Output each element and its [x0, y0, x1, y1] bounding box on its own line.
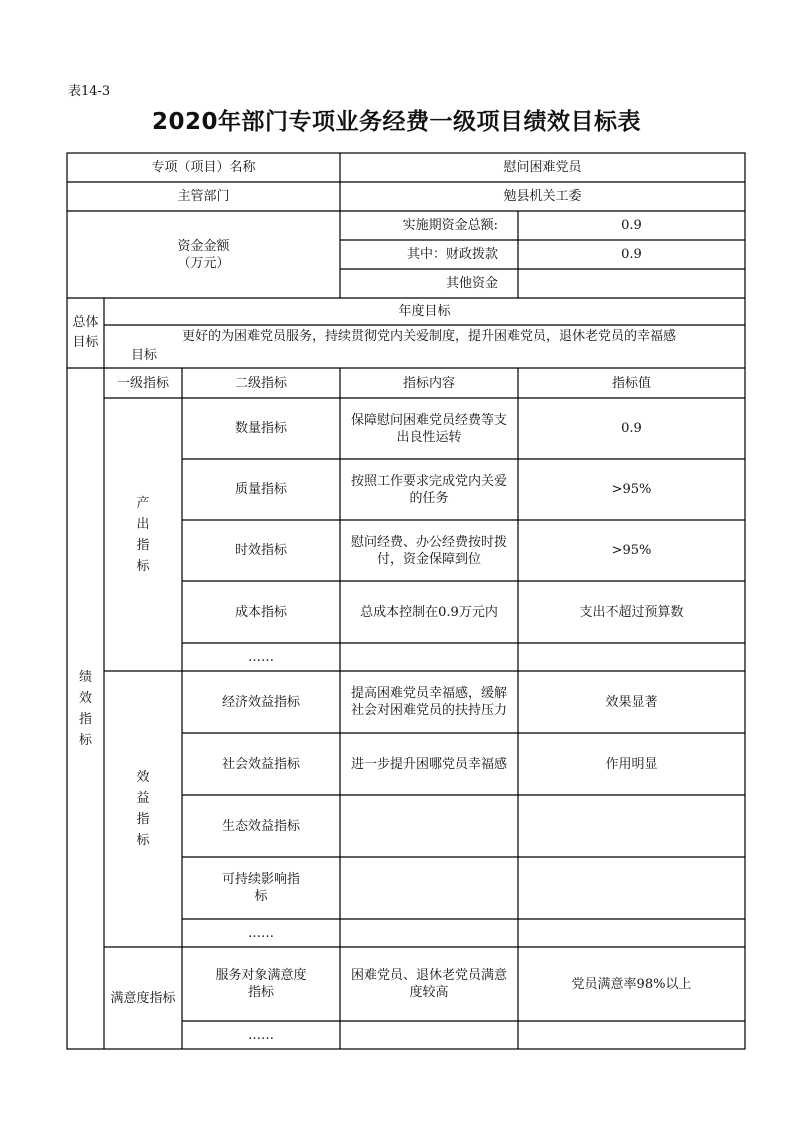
row-level2: 社会效益指标: [221, 756, 300, 772]
row-level2: ……: [248, 925, 274, 941]
funds-label-line2: （万元）: [177, 255, 230, 271]
fiscal-funds-label: 其中：财政拨款: [406, 247, 498, 262]
group-benefit-label: [104, 671, 182, 947]
department-value: 勉县机关工委: [503, 189, 582, 204]
row-value: >95%: [611, 543, 652, 558]
row-level2: 成本指标: [234, 604, 287, 620]
overall-goal-label: 总体目标: [72, 315, 99, 350]
row-value: >95%: [611, 482, 652, 497]
row-level2: 生态效益指标: [221, 818, 300, 834]
funds-label: [67, 211, 340, 298]
row-value: 作用明显: [605, 756, 658, 772]
row-value: [518, 795, 745, 857]
department-label: 主管部门: [177, 189, 230, 204]
page-title: 2020年部门专项业务经费一级项目绩效目标表: [151, 109, 641, 135]
row-value: 党员满意率98%以上: [571, 976, 692, 992]
other-funds-label: 其他资金: [445, 276, 498, 291]
row-value: 效果显著: [605, 694, 658, 710]
row-level2: ……: [248, 1027, 274, 1043]
row-content: [340, 1021, 518, 1049]
goal-label: 目标: [130, 347, 157, 363]
row-value: 0.9: [621, 421, 642, 436]
group-output-text: 产出指标: [136, 495, 150, 574]
group-output-label: [104, 398, 182, 671]
total-funds-value: 0.9: [621, 218, 642, 233]
row-level2: 数量指标: [234, 421, 287, 436]
row-level2: 时效指标: [234, 543, 287, 558]
row-level2: 服务对象满意度指标: [215, 968, 307, 1000]
row-content: 总成本控制在0.9万元内: [360, 604, 498, 620]
group-benefit-text: 效益指标: [136, 770, 150, 848]
row-level2: 质量指标: [234, 482, 287, 497]
performance-section-text: 绩效指标: [78, 669, 92, 748]
row-content: [340, 857, 518, 919]
header-level2: 二级指标: [234, 375, 287, 391]
header-content: 指标内容: [402, 375, 455, 391]
row-content: 进一步提升困哪党员幸福感: [350, 756, 507, 772]
project-name-label: 专项（项目）名称: [151, 160, 256, 175]
row-value: [518, 919, 745, 947]
row-value: [518, 643, 745, 671]
header-value: 指标值: [611, 375, 651, 391]
row-content: [340, 795, 518, 857]
row-level2: ……: [248, 649, 274, 665]
row-level2: 可持续影响指标: [221, 872, 300, 904]
project-name-value: 慰问困难党员: [503, 160, 582, 175]
row-content: 保障慰问困难党员经费等支出良性运转: [350, 412, 507, 445]
header-level1: 一级指标: [116, 375, 169, 391]
row-level2: 经济效益指标: [221, 694, 300, 710]
goal-text: 更好的为困难党员服务，持续贯彻党内关爱制度，提升困难党员，退休老党员的幸福感: [182, 329, 677, 344]
row-content: 慰问经费、办公经费按时拨付，资金保障到位: [350, 534, 507, 567]
funds-label-line1: 资金金额: [177, 238, 230, 254]
group-satisfaction-label: 满意度指标: [110, 990, 176, 1006]
annual-goal-header: 年度目标: [398, 304, 451, 319]
row-content: 按照工作要求完成党内关爱的任务: [350, 473, 507, 506]
total-funds-label: 实施期资金总额:: [402, 218, 498, 233]
other-funds-value: [518, 269, 745, 298]
row-content: [340, 643, 518, 671]
row-content: 困难党员、退休老党员满意度较高: [350, 968, 507, 1000]
performance-section-label: [67, 368, 104, 1049]
row-content: 提高困难党员幸福感，缓解社会对困难党员的扶持压力: [350, 686, 507, 718]
fiscal-funds-value: 0.9: [621, 247, 642, 262]
form-code: 表14-3: [68, 84, 111, 99]
row-value: 支出不超过预算数: [579, 604, 684, 620]
row-content: [340, 919, 518, 947]
row-value: [518, 1021, 745, 1049]
row-value: [518, 857, 745, 919]
